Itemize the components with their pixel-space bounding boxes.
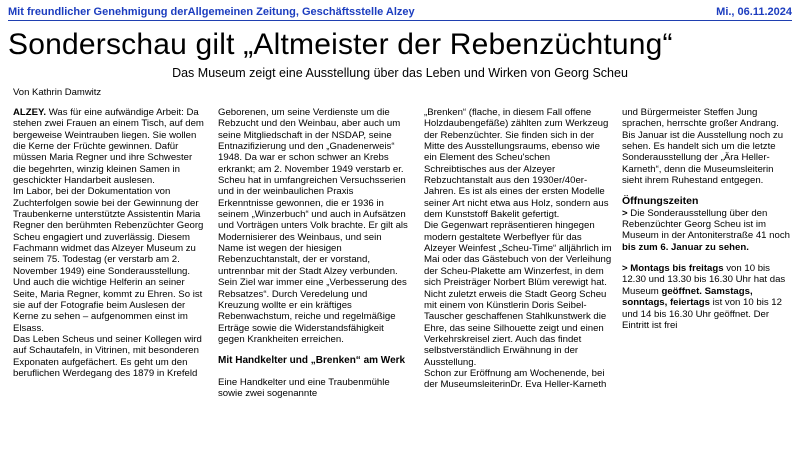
paragraph: Scheu hat in umfangreichen Versuchsserien und in der weinbaulichen Praxis Erkenntnisse gewonnen, die er 1936 in seinem „Winzerbuch“ und auch in Aufsätzen und Vorträgen unters Volk brachte. Er gilt als Modernisierer des Weinbaus, und sein Name ist wegen der hiesigen Rebenzuchtanstalt, der er vorstand, untrennbar mit der Stadt Alzey verbunden. Sein Ziel war immer eine „Verbesserung des Rebsatzes“. Durch Veredelung und Kreuzung wollte er ein kräftiges Rebenwachstum, reiche und regelmäßige Erträge sowie die Widerstandsfähigkeit gegen Krankheiten erreichen.	[218, 175, 408, 345]
paragraph: Eine Handkelter und eine Traubenmühle sowie zwei sogenannte	[218, 376, 390, 400]
infobox-item-1	[622, 208, 794, 253]
infobox-text: von 10 bis 12.30 und 13.30 bis 16.30 Uhr hat das Museum	[622, 263, 786, 297]
arrow-icon: >	[622, 263, 628, 275]
subtitle: Das Museum zeigt eine Ausstellung über das Leben und Wirken von Georg Scheu	[172, 66, 628, 80]
paragraph: Schon zur Eröffnung am Wochenende, bei der MuseumsleiterinDr. Eva Heller-Karneth	[424, 367, 607, 391]
article-column-4	[622, 107, 794, 331]
dateline: ALZEY.	[13, 107, 47, 118]
paragraph: Geborenen, um seine Verdienste um die Rebzucht und den Weinbau, aber auch um seine Mitgliedschaft in der NSDAP, seine Entnazifizierung und den „Gnadenerweis“ 1948. Da war er schon schwer an Krebs erkrankt; am 2. November 1949 verstarb er.	[218, 107, 404, 175]
paragraph: Die Gegenwart repräsentieren hingegen modern gestaltete Werbeflyer für das Alzeyer Weinfest „Scheu-Time“ alljährlich im Mai oder das Gästebuch von der Verleihung der Scheu-Plakette am Winzerfest, in dem sich Preisträger Norbert Blüm verewigt hat. Nicht zuletzt erweis die Stadt Georg Scheu mit einem von Künstlerin Doris Seibel-Tauscher geschaffenen Stahlkunstwerk die Ehre, das seine Silhouette zeigt und einen Verkehrskreisel ziert. Auch das findet selbstverständlich Erwähnung in der Ausstellung.	[424, 220, 612, 368]
arrow-icon: >	[622, 207, 628, 219]
paragraph	[13, 107, 205, 186]
paragraph: „Brenken“ (flache, in diesem Fall offene Holzdaubengefäße) zählten zum Werkzeug der Rebenzüchter. Sie finden sich in der Mitte des Ausstellungsraums, ebenso wie ein Element des Scheu'schen Schreibtisches aus der Alzeyer Rebzuchtanstalt aus den 1930er/40er-Jahren. Es ist als eines der ersten Modelle seiner Art nicht etwa aus Holz, sondern aus dem Kunststoff Bakelit gefertigt.	[424, 107, 609, 221]
infobox-text: ist von 10 bis 12 und 14 bis 16.30 Uhr geöffnet. Der Eintritt ist frei	[622, 297, 782, 331]
author-byline: Von Kathrin Damwitz	[13, 87, 102, 98]
spacer	[622, 253, 794, 263]
source-credit: Mit freundlicher Genehmigung derAllgemeinen Zeitung, Geschäftsstelle Alzey	[8, 6, 415, 18]
infobox-highlight: geöffnet. Samstags, sonntags, feiertags	[622, 285, 753, 309]
spacer	[218, 367, 408, 377]
paragraph-text: Was für eine aufwändige Arbeit: Da stehen zwei Frauen an einem Tisch, auf dem bergeweise Weintrauben liegen. Sie wollen die Kerne der Früchte gewinnen. Dafür müssen Maria Regner und ihre Schwester die begehrten, winzig kleinen Samen in geschickter Handarbeit auslesen.	[13, 107, 204, 187]
headline: Sonderschau gilt „Altmeister der Rebenzüchtung“	[8, 28, 673, 61]
article-column-2	[218, 107, 408, 399]
infobox-item-2	[622, 263, 794, 331]
article-column-3	[424, 107, 615, 391]
infobox-text: Die Sonderausstellung über den Rebenzüchter Georg Scheu ist im Museum in der Antoniterstraße 41 noch	[622, 207, 790, 242]
article-column-1	[13, 107, 205, 379]
paragraph: Im Labor, bei der Dokumentation von Zuchterfolgen sowie bei der Gewinnung der Traubenkerne unterstützte Assistentin Maria Regner den berühmten Rebenzüchter Georg Scheu engagiert und zuverlässig. Diesem Fachmann widmet das Alzeyer Museum zu seinem 75. Todestag (er verstarb am 2. November 1949) eine Sonderausstellung. Und auch die wichtige Helferin an seiner Seite, Maria Regner, kommt zu Ehren. So ist sie auf der Fotografie beim Auslesen der Kerne zu sehen – aufgenommen einst im Elsass.	[13, 186, 204, 334]
paragraph: und Bürgermeister Steffen Jung sprachen, herrschte großer Andrang. Bis Januar ist die Ausstellung noch zu sehen. Es handelt sich um die letzte Sonderausstellung der „Ära Heller-Karneth“, denn die Museumsleiterin sieht ihrem Ruhestand entgegen.	[622, 107, 784, 187]
paragraph: Das Leben Scheus und seiner Kollegen wird auf Schautafeln, in Vitrinen, mit besonderen Exponaten aufgefächert. Es geht um den beruflichen Werdegang des 1879 in Krefeld	[13, 333, 202, 379]
section-subhead: Mit Handkelter und „Brenken“ am Werk	[218, 355, 406, 367]
publication-date: Mi., 06.11.2024	[716, 6, 792, 18]
infobox-highlight: Montags bis freitags	[630, 263, 724, 275]
spacer	[218, 345, 408, 355]
source-bar	[8, 4, 792, 21]
infobox-highlight: bis zum 6. Januar zu sehen.	[622, 241, 749, 253]
infobox-title: Öffnungszeiten	[622, 195, 699, 208]
